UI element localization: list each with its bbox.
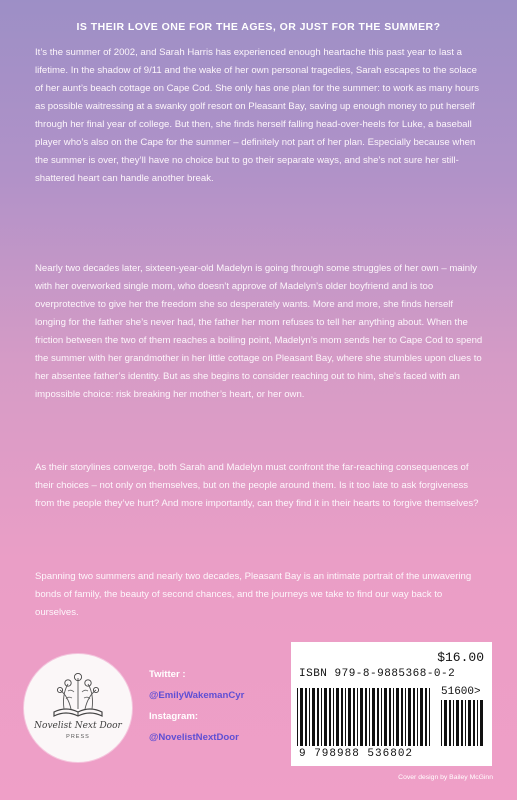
blurb-paragraph-4: Spanning two summers and nearly two decades, Pleasant Bay is an intimate portrait of the unwavering bonds of family, the beauty of second chances, and the journeys we take to find our way back to ourselves. — [35, 571, 472, 618]
barcode-bar — [377, 688, 379, 746]
instagram-handle-link[interactable]: @NovelistNextDoor — [149, 732, 239, 743]
barcode-bar — [405, 688, 406, 746]
barcode-bar — [393, 688, 394, 746]
barcode-bar — [477, 700, 478, 746]
blurb-paragraph-1: It’s the summer of 2002, and Sarah Harris has experienced enough heartache this past year to last a lifetime. In the shadow of 9/11 and the wake of her own personal tragedies, Sarah escapes to the solace of her aunt’s beach cottage on Cape Cod. She only has one plan for the summer: to work as many hours as possible waitressing at a swanky golf resort on Pleasant Bay, saving up enough money to put herself through her final year of college. But then, she finds herself falling head-over-heels for Luke, a baseball player who’s also on the Cape for the summer – definitely not part of her plan. Especially because when the summer is over, they’ll have no choice but to go their separate ways, and she’s not sure her still-shattered heart can handle another break. — [35, 47, 480, 184]
barcode-bar — [329, 688, 331, 746]
isbn-number: ISBN 979-8-9885368-0-2 — [299, 668, 456, 680]
addon-digits: 51600> — [441, 686, 481, 698]
twitter-handle-link[interactable]: @EmilyWakemanCyr — [149, 690, 245, 701]
barcode-bar — [396, 688, 399, 746]
barcode-bar — [324, 688, 327, 746]
barcode-bar — [401, 688, 403, 746]
barcode-bar — [360, 688, 363, 746]
ean-digits: 9 798988 536802 — [299, 748, 414, 760]
barcode-bar — [465, 700, 466, 746]
barcode-bar — [420, 688, 423, 746]
headline: IS THEIR LOVE ONE FOR THE AGES, OR JUST FOR THE SUMMER? — [76, 21, 441, 33]
open-book-with-flowers-icon — [24, 654, 132, 762]
barcode-bar — [461, 700, 463, 746]
isbn-barcode — [291, 642, 492, 766]
barcode-bar — [408, 688, 411, 746]
barcode-bar — [473, 700, 475, 746]
barcode-bar — [321, 688, 322, 746]
barcode-bar — [453, 700, 454, 746]
price-label: $16.00 — [437, 650, 484, 665]
barcode-bar — [305, 688, 307, 746]
barcode-bar — [333, 688, 334, 746]
barcode-bar — [381, 688, 382, 746]
barcode-bar — [336, 688, 339, 746]
barcode-bar — [384, 688, 387, 746]
publisher-logo — [24, 654, 132, 762]
barcode-bar — [365, 688, 367, 746]
barcode-bar — [425, 688, 427, 746]
ean-barcode-bars — [297, 688, 433, 746]
twitter-label: Twitter : — [149, 669, 186, 680]
barcode-bar — [341, 688, 343, 746]
barcode-bar — [312, 688, 315, 746]
barcode-bar — [413, 688, 415, 746]
barcode-bar — [417, 688, 418, 746]
blurb-paragraph-2: Nearly two decades later, sixteen-year-old Madelyn is going through some struggles of her own – mainly with her overworked single mom, who doesn’t approve of Madelyn’s older boyfriend and is too overprotective to give her the freedom she so desperately wants. More and more, she finds herself longing for the father she’s never had, the father her mom refuses to tell her anything about. When the friction between the two of them reaches a boiling point, Madelyn’s mom sends her to Cape Cod to spend the summer with her grandmother in her little cottage on Pleasant Bay, where she stumbles upon clues to her absentee father’s identity. But as she begins to consider reaching out to him, she’s faced with an impossible choice: risk breaking her mother’s heart, or her own. — [35, 263, 483, 400]
barcode-bar — [348, 688, 351, 746]
barcode-bar — [353, 688, 355, 746]
blurb-paragraph-3: As their storylines converge, both Sarah and Madelyn must confront the far-reaching consequences of their choices – not only on themselves, but on the people around them. Is it too late to ask forgiveness from the people they’ve hurt? And more importantly, can they find it in their hearts to forgive themselves? — [35, 462, 479, 509]
barcode-bar — [441, 700, 442, 746]
publisher-sub: PRESS — [66, 734, 90, 740]
publisher-name: Novelist Next Door — [34, 721, 122, 731]
cover-design-credit: Cover design by Bailey McGinn — [398, 774, 493, 781]
barcode-bar — [309, 688, 310, 746]
barcode-bar — [372, 688, 375, 746]
barcode-bar — [345, 688, 346, 746]
barcode-bar — [357, 688, 358, 746]
addon-barcode-bars — [441, 700, 485, 746]
barcode-bar — [449, 700, 451, 746]
barcode-bar — [444, 700, 447, 746]
instagram-label: Instagram: — [149, 711, 199, 722]
barcode-bar — [317, 688, 319, 746]
barcode-bar — [468, 700, 471, 746]
barcode-bar — [297, 688, 298, 746]
barcode-bar — [480, 700, 483, 746]
barcode-bar — [300, 688, 303, 746]
barcode-bar — [456, 700, 459, 746]
barcode-bar — [389, 688, 391, 746]
barcode-bar — [429, 688, 430, 746]
barcode-bar — [369, 688, 370, 746]
